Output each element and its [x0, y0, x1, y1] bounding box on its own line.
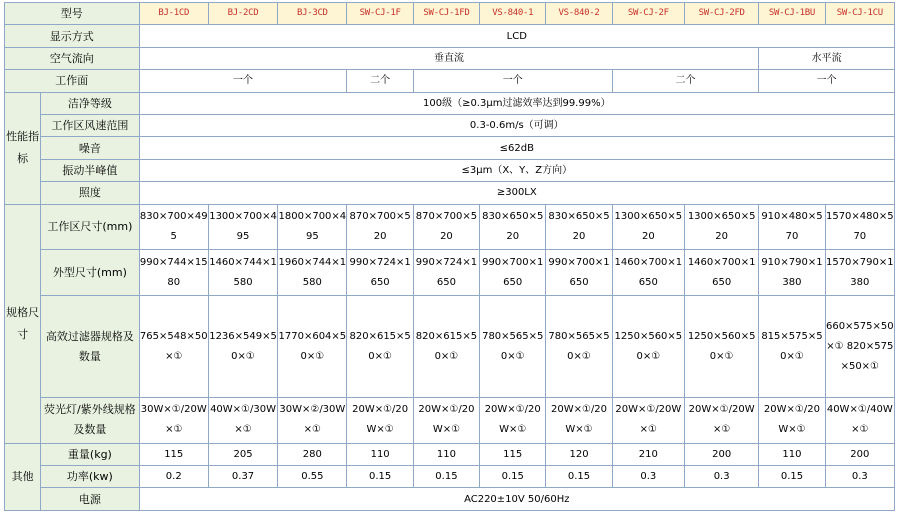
outer-size-value: 990×700×1650 — [480, 250, 546, 296]
power-row — [5, 466, 895, 488]
work-area-value: 830×650×520 — [480, 204, 546, 250]
filter-value: 780×565×50×① — [480, 296, 546, 398]
vibration-label: 振动半峰值 — [41, 159, 139, 181]
filter-value: 765×548×50×① — [139, 296, 208, 398]
work-area-row — [5, 204, 895, 250]
model-cell: VS-840-2 — [546, 3, 612, 25]
power-supply-value: AC220±10V 50/60Hz — [139, 488, 894, 511]
vibration-row — [5, 159, 895, 181]
lamp-value: 20W×①/20W×① — [546, 397, 612, 443]
work-area-value: 1300×650×520 — [612, 204, 684, 250]
filter-label: 高效过滤器规格及数量 — [41, 296, 139, 398]
lamp-row — [5, 397, 895, 443]
spec-table — [4, 2, 895, 511]
work-surface-label: 工作面 — [5, 70, 140, 92]
airflow-horizontal: 水平流 — [759, 47, 895, 69]
wind-speed-label: 工作区风速范围 — [41, 114, 139, 136]
model-cell: SW-CJ-1CU — [825, 3, 894, 25]
work-surface-value: 一个 — [759, 70, 895, 92]
lamp-value: 40W×①/30W×① — [208, 397, 277, 443]
filter-value: 1236×549×50×① — [208, 296, 277, 398]
power-value: 0.37 — [208, 466, 277, 488]
power-value: 0.3 — [684, 466, 758, 488]
display-value: LCD — [139, 25, 894, 47]
weight-value: 210 — [612, 443, 684, 465]
airflow-label: 空气流向 — [5, 47, 140, 69]
filter-row — [5, 296, 895, 398]
work-surface-value: 一个 — [139, 70, 347, 92]
work-area-value: 1300×650×520 — [684, 204, 758, 250]
filter-value: 660×575×50×① 820×575×50×① — [825, 296, 894, 398]
power-supply-row — [5, 488, 895, 511]
power-value: 0.15 — [546, 466, 612, 488]
outer-size-value: 990×700×1650 — [546, 250, 612, 296]
model-cell: SW-CJ-1FD — [413, 3, 479, 25]
weight-value: 200 — [825, 443, 894, 465]
work-area-value: 910×480×570 — [759, 204, 825, 250]
specs-group-label: 规格尺寸 — [5, 204, 41, 443]
lamp-value: 20W×①/20W×① — [347, 397, 413, 443]
weight-row — [5, 443, 895, 465]
noise-row — [5, 137, 895, 159]
work-area-value: 830×650×520 — [546, 204, 612, 250]
other-group-label: 其他 — [5, 443, 41, 510]
work-area-value: 1800×700×495 — [278, 204, 347, 250]
weight-value: 110 — [413, 443, 479, 465]
power-supply-label: 电源 — [41, 488, 139, 511]
filter-value: 1770×604×50×① — [278, 296, 347, 398]
filter-value: 815×575×50×① — [759, 296, 825, 398]
weight-value: 280 — [278, 443, 347, 465]
power-value: 0.3 — [612, 466, 684, 488]
work-area-value: 830×700×495 — [139, 204, 208, 250]
airflow-row — [5, 47, 895, 69]
filter-value: 1250×560×50×① — [612, 296, 684, 398]
lamp-value: 40W×①/40W×① — [825, 397, 894, 443]
model-row — [5, 3, 895, 25]
power-value: 0.3 — [825, 466, 894, 488]
filter-value: 1250×560×50×① — [684, 296, 758, 398]
work-area-label: 工作区尺寸(mm) — [41, 204, 139, 250]
outer-size-value: 1460×744×1580 — [208, 250, 277, 296]
work-surface-value: 一个 — [413, 70, 612, 92]
outer-size-label: 外型尺寸(mm) — [41, 250, 139, 296]
noise-label: 噪音 — [41, 137, 139, 159]
outer-size-value: 1960×744×1580 — [278, 250, 347, 296]
lamp-value: 20W×①/20W×① — [480, 397, 546, 443]
lamp-value: 20W×①/20W×① — [612, 397, 684, 443]
power-label: 功率(kw) — [41, 466, 139, 488]
lamp-value: 30W×①/20W×① — [139, 397, 208, 443]
work-area-value: 1570×480×570 — [825, 204, 894, 250]
wind-speed-row — [5, 114, 895, 136]
outer-size-row — [5, 250, 895, 296]
outer-size-value: 910×790×1380 — [759, 250, 825, 296]
work-surface-value: 二个 — [612, 70, 759, 92]
outer-size-value: 990×744×1580 — [139, 250, 208, 296]
power-value: 0.15 — [413, 466, 479, 488]
filter-value: 820×615×50×① — [413, 296, 479, 398]
lamp-value: 20W×①/20W×① — [413, 397, 479, 443]
outer-size-value: 1460×700×1650 — [612, 250, 684, 296]
outer-size-value: 990×724×1650 — [347, 250, 413, 296]
model-cell: SW-CJ-1BU — [759, 3, 825, 25]
weight-value: 115 — [480, 443, 546, 465]
work-area-value: 1300×700×495 — [208, 204, 277, 250]
model-cell: BJ-3CD — [278, 3, 347, 25]
outer-size-value: 1570×790×1380 — [825, 250, 894, 296]
weight-label: 重量(kg) — [41, 443, 139, 465]
work-surface-row — [5, 70, 895, 92]
work-area-value: 870×700×520 — [413, 204, 479, 250]
outer-size-value: 990×724×1650 — [413, 250, 479, 296]
cleanliness-row — [5, 92, 895, 114]
weight-value: 200 — [684, 443, 758, 465]
power-value: 0.2 — [139, 466, 208, 488]
power-value: 0.15 — [480, 466, 546, 488]
work-surface-value: 二个 — [347, 70, 413, 92]
model-cell: SW-CJ-2FD — [684, 3, 758, 25]
power-value: 0.15 — [759, 466, 825, 488]
weight-value: 205 — [208, 443, 277, 465]
display-row — [5, 25, 895, 47]
airflow-vertical: 垂直流 — [139, 47, 759, 69]
lamp-value: 20W×①/20W×① — [684, 397, 758, 443]
weight-value: 110 — [347, 443, 413, 465]
lamp-label: 荧光灯/紫外线规格及数量 — [41, 397, 139, 443]
filter-value: 780×565×50×① — [546, 296, 612, 398]
weight-value: 120 — [546, 443, 612, 465]
lamp-value: 30W×②/30W×① — [278, 397, 347, 443]
filter-value: 820×615×50×① — [347, 296, 413, 398]
vibration-value: ≤3μm（X、Y、Z方向） — [139, 159, 894, 181]
model-cell: SW-CJ-1F — [347, 3, 413, 25]
lamp-value: 20W×①/20W×① — [759, 397, 825, 443]
noise-value: ≤62dB — [139, 137, 894, 159]
outer-size-value: 1460×700×1650 — [684, 250, 758, 296]
power-value: 0.55 — [278, 466, 347, 488]
cleanliness-value: 100级（≥0.3μm过滤效率达到99.99%） — [139, 92, 894, 114]
wind-speed-value: 0.3-0.6m/s（可调） — [139, 114, 894, 136]
cleanliness-label: 洁净等级 — [41, 92, 139, 114]
weight-value: 115 — [139, 443, 208, 465]
model-cell: BJ-1CD — [139, 3, 208, 25]
illumination-row — [5, 182, 895, 204]
model-cell: BJ-2CD — [208, 3, 277, 25]
work-area-value: 870×700×520 — [347, 204, 413, 250]
model-cell: SW-CJ-2F — [612, 3, 684, 25]
model-cell: VS-840-1 — [480, 3, 546, 25]
model-label: 型号 — [5, 3, 140, 25]
illumination-value: ≥300LX — [139, 182, 894, 204]
weight-value: 110 — [759, 443, 825, 465]
illumination-label: 照度 — [41, 182, 139, 204]
performance-group-label: 性能指标 — [5, 92, 41, 204]
display-label: 显示方式 — [5, 25, 140, 47]
power-value: 0.15 — [347, 466, 413, 488]
